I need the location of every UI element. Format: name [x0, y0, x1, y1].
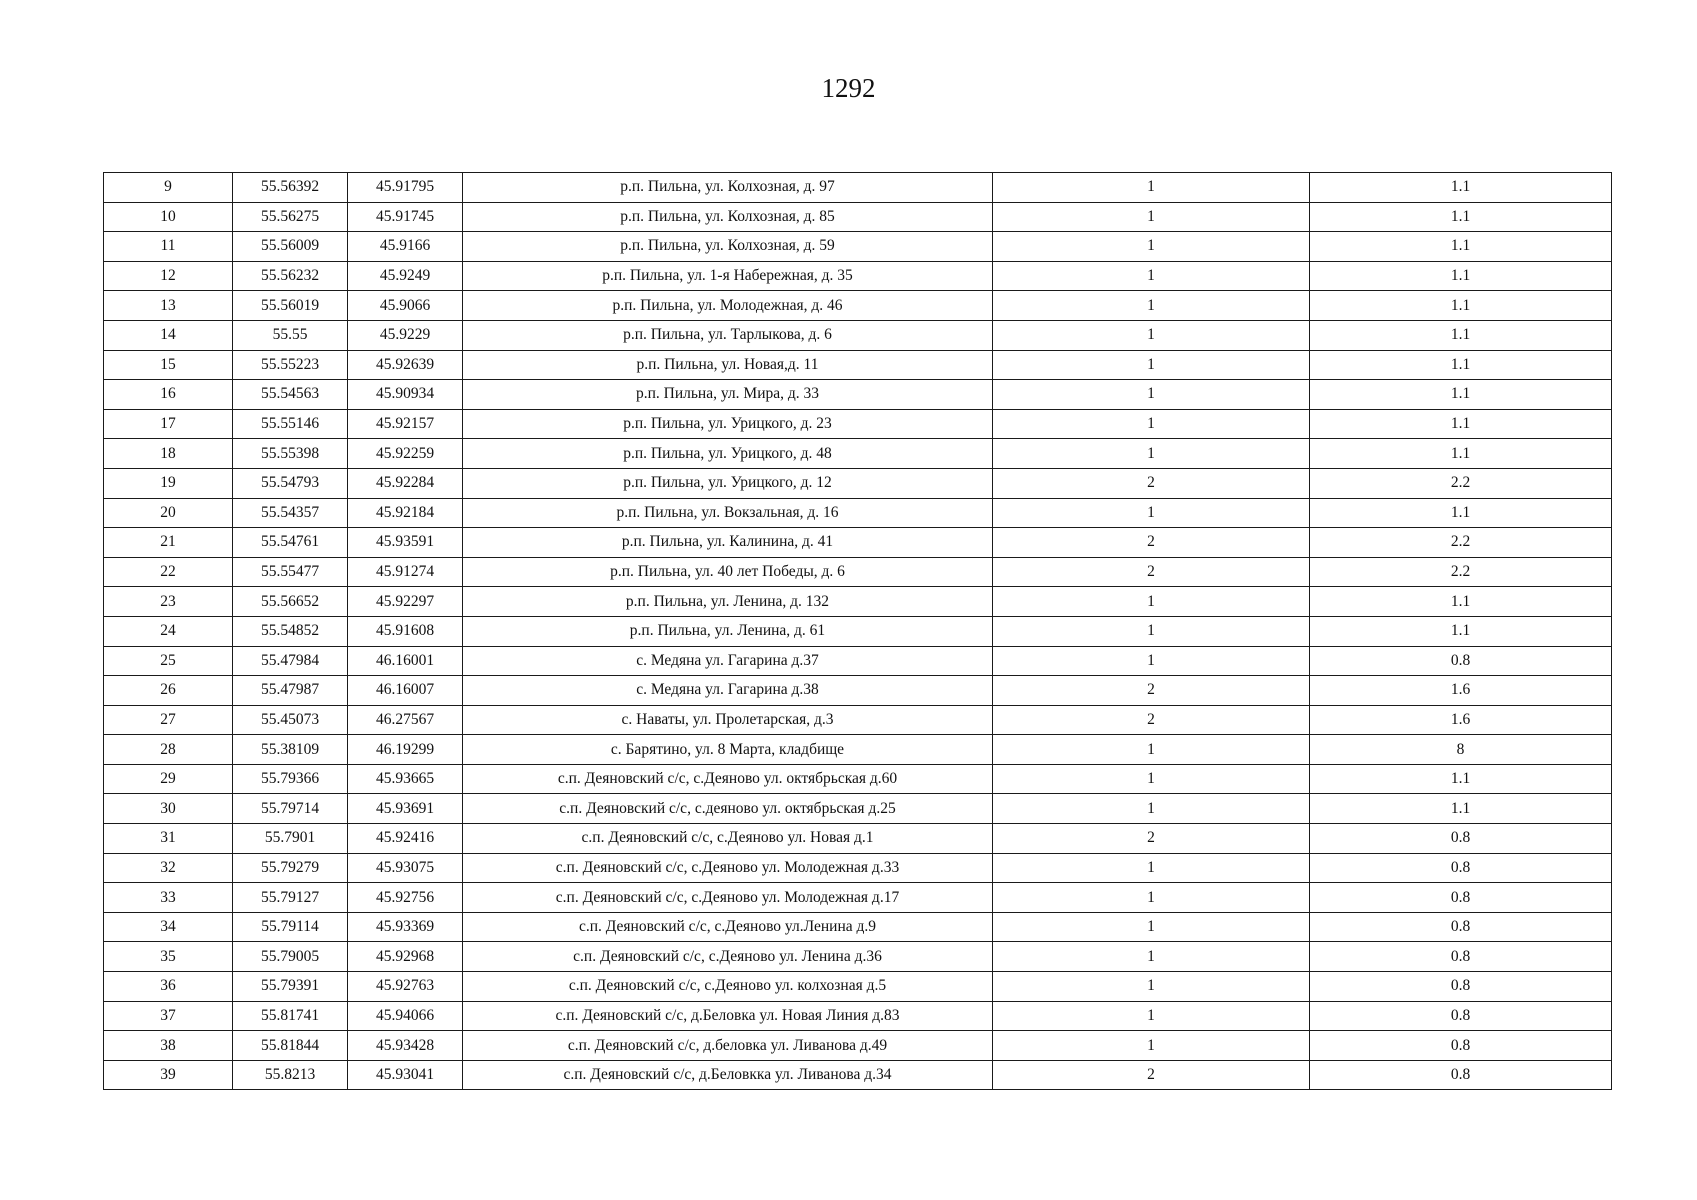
quantity-cell: 1: [993, 173, 1310, 203]
table-row: [104, 261, 1612, 291]
latitude-cell: 55.79005: [233, 942, 348, 972]
volume-cell: 0.8: [1310, 1060, 1612, 1090]
address-cell: р.п. Пильна, ул. 40 лет Победы, д. 6: [463, 557, 993, 587]
address-cell: р.п. Пильна, ул. Тарлыкова, д. 6: [463, 320, 993, 350]
longitude-cell: 45.92184: [348, 498, 463, 528]
volume-cell: 0.8: [1310, 853, 1612, 883]
longitude-cell: 45.92968: [348, 942, 463, 972]
address-cell: р.п. Пильна, ул. Новая,д. 11: [463, 350, 993, 380]
latitude-cell: 55.56275: [233, 202, 348, 232]
longitude-cell: 45.92763: [348, 972, 463, 1002]
quantity-cell: 1: [993, 764, 1310, 794]
latitude-cell: 55.79279: [233, 853, 348, 883]
row-number-cell: 18: [104, 439, 233, 469]
row-number-cell: 31: [104, 824, 233, 854]
table-row: [104, 646, 1612, 676]
table-row: [104, 528, 1612, 558]
table-row: [104, 468, 1612, 498]
quantity-cell: 1: [993, 1001, 1310, 1031]
longitude-cell: 45.9249: [348, 261, 463, 291]
address-cell: р.п. Пильна, ул. Урицкого, д. 48: [463, 439, 993, 469]
row-number-cell: 12: [104, 261, 233, 291]
quantity-cell: 1: [993, 291, 1310, 321]
longitude-cell: 45.92259: [348, 439, 463, 469]
row-number-cell: 10: [104, 202, 233, 232]
table-row: [104, 409, 1612, 439]
quantity-cell: 2: [993, 557, 1310, 587]
longitude-cell: 45.91745: [348, 202, 463, 232]
volume-cell: 1.1: [1310, 291, 1612, 321]
table-row: [104, 853, 1612, 883]
longitude-cell: 46.19299: [348, 735, 463, 765]
longitude-cell: 45.93591: [348, 528, 463, 558]
table-row: [104, 173, 1612, 203]
quantity-cell: 2: [993, 824, 1310, 854]
row-number-cell: 30: [104, 794, 233, 824]
latitude-cell: 55.55477: [233, 557, 348, 587]
longitude-cell: 45.93665: [348, 764, 463, 794]
table-row: [104, 705, 1612, 735]
latitude-cell: 55.79391: [233, 972, 348, 1002]
latitude-cell: 55.56019: [233, 291, 348, 321]
volume-cell: 1.1: [1310, 173, 1612, 203]
volume-cell: 1.1: [1310, 794, 1612, 824]
row-number-cell: 26: [104, 676, 233, 706]
longitude-cell: 45.9229: [348, 320, 463, 350]
address-cell: р.п. Пильна, ул. Ленина, д. 61: [463, 616, 993, 646]
latitude-cell: 55.55223: [233, 350, 348, 380]
row-number-cell: 29: [104, 764, 233, 794]
longitude-cell: 45.93691: [348, 794, 463, 824]
volume-cell: 0.8: [1310, 942, 1612, 972]
row-number-cell: 9: [104, 173, 233, 203]
row-number-cell: 24: [104, 616, 233, 646]
latitude-cell: 55.47984: [233, 646, 348, 676]
latitude-cell: 55.56232: [233, 261, 348, 291]
volume-cell: 1.6: [1310, 676, 1612, 706]
volume-cell: 1.1: [1310, 261, 1612, 291]
table-row: [104, 587, 1612, 617]
longitude-cell: 45.92157: [348, 409, 463, 439]
latitude-cell: 55.81844: [233, 1031, 348, 1061]
volume-cell: 1.1: [1310, 202, 1612, 232]
address-cell: р.п. Пильна, ул. Колхозная, д. 59: [463, 232, 993, 262]
quantity-cell: 2: [993, 705, 1310, 735]
row-number-cell: 20: [104, 498, 233, 528]
table-row: [104, 380, 1612, 410]
latitude-cell: 55.79114: [233, 912, 348, 942]
quantity-cell: 1: [993, 320, 1310, 350]
address-cell: с.п. Деяновский с/с, с.деяново ул. октябрьская д.25: [463, 794, 993, 824]
table-row: [104, 616, 1612, 646]
address-cell: с.п. Деяновский с/с, с.Деяново ул. Новая д.1: [463, 824, 993, 854]
quantity-cell: 1: [993, 912, 1310, 942]
quantity-cell: 1: [993, 587, 1310, 617]
address-cell: р.п. Пильна, ул. Колхозная, д. 85: [463, 202, 993, 232]
table-row: [104, 1031, 1612, 1061]
volume-cell: 0.8: [1310, 1001, 1612, 1031]
table-row: [104, 972, 1612, 1002]
address-cell: с. Медяна ул. Гагарина д.38: [463, 676, 993, 706]
address-cell: р.п. Пильна, ул. 1-я Набережная, д. 35: [463, 261, 993, 291]
longitude-cell: 45.92284: [348, 468, 463, 498]
quantity-cell: 1: [993, 350, 1310, 380]
latitude-cell: 55.47987: [233, 676, 348, 706]
row-number-cell: 16: [104, 380, 233, 410]
volume-cell: 1.6: [1310, 705, 1612, 735]
table-body: [104, 173, 1612, 1090]
address-cell: р.п. Пильна, ул. Молодежная, д. 46: [463, 291, 993, 321]
quantity-cell: 1: [993, 616, 1310, 646]
volume-cell: 2.2: [1310, 468, 1612, 498]
volume-cell: 1.1: [1310, 498, 1612, 528]
table-row: [104, 498, 1612, 528]
volume-cell: 1.1: [1310, 320, 1612, 350]
quantity-cell: 1: [993, 972, 1310, 1002]
latitude-cell: 55.8213: [233, 1060, 348, 1090]
row-number-cell: 34: [104, 912, 233, 942]
address-cell: с.п. Деяновский с/с, с.Деяново ул. октябрьская д.60: [463, 764, 993, 794]
quantity-cell: 2: [993, 468, 1310, 498]
longitude-cell: 45.92297: [348, 587, 463, 617]
address-cell: с.п. Деяновский с/с, с.Деяново ул.Ленина д.9: [463, 912, 993, 942]
longitude-cell: 45.92416: [348, 824, 463, 854]
address-cell: с.п. Деяновский с/с, с.Деяново ул. колхозная д.5: [463, 972, 993, 1002]
row-number-cell: 15: [104, 350, 233, 380]
longitude-cell: 45.94066: [348, 1001, 463, 1031]
page-number: 1292: [821, 73, 876, 103]
address-cell: р.п. Пильна, ул. Калинина, д. 41: [463, 528, 993, 558]
longitude-cell: 45.93075: [348, 853, 463, 883]
quantity-cell: 1: [993, 232, 1310, 262]
volume-cell: 0.8: [1310, 912, 1612, 942]
longitude-cell: 45.91795: [348, 173, 463, 203]
address-cell: р.п. Пильна, ул. Вокзальная, д. 16: [463, 498, 993, 528]
table-row: [104, 350, 1612, 380]
longitude-cell: 45.90934: [348, 380, 463, 410]
row-number-cell: 11: [104, 232, 233, 262]
table-row: [104, 735, 1612, 765]
volume-cell: 1.1: [1310, 409, 1612, 439]
table-row: [104, 1001, 1612, 1031]
volume-cell: 1.1: [1310, 616, 1612, 646]
longitude-cell: 45.9166: [348, 232, 463, 262]
longitude-cell: 45.93428: [348, 1031, 463, 1061]
row-number-cell: 22: [104, 557, 233, 587]
table-row: [104, 912, 1612, 942]
row-number-cell: 21: [104, 528, 233, 558]
row-number-cell: 38: [104, 1031, 233, 1061]
longitude-cell: 45.91608: [348, 616, 463, 646]
address-cell: с.п. Деяновский с/с, д.Беловка ул. Новая Линия д.83: [463, 1001, 993, 1031]
table-row: [104, 764, 1612, 794]
latitude-cell: 55.79366: [233, 764, 348, 794]
table-row: [104, 1060, 1612, 1090]
quantity-cell: 1: [993, 261, 1310, 291]
latitude-cell: 55.38109: [233, 735, 348, 765]
address-cell: р.п. Пильна, ул. Урицкого, д. 23: [463, 409, 993, 439]
address-cell: р.п. Пильна, ул. Урицкого, д. 12: [463, 468, 993, 498]
quantity-cell: 1: [993, 498, 1310, 528]
volume-cell: 8: [1310, 735, 1612, 765]
table-row: [104, 320, 1612, 350]
latitude-cell: 55.54852: [233, 616, 348, 646]
volume-cell: 1.1: [1310, 380, 1612, 410]
volume-cell: 1.1: [1310, 587, 1612, 617]
table-row: [104, 883, 1612, 913]
row-number-cell: 28: [104, 735, 233, 765]
address-cell: с.п. Деяновский с/с, с.Деяново ул. Молодежная д.33: [463, 853, 993, 883]
longitude-cell: 45.93369: [348, 912, 463, 942]
table-row: [104, 557, 1612, 587]
quantity-cell: 2: [993, 676, 1310, 706]
address-cell: р.п. Пильна, ул. Ленина, д. 132: [463, 587, 993, 617]
address-cell: с.п. Деяновский с/с, д.беловка ул. Ливанова д.49: [463, 1031, 993, 1061]
latitude-cell: 55.56009: [233, 232, 348, 262]
volume-cell: 0.8: [1310, 1031, 1612, 1061]
table-row: [104, 942, 1612, 972]
volume-cell: 0.8: [1310, 972, 1612, 1002]
longitude-cell: 45.92756: [348, 883, 463, 913]
quantity-cell: 2: [993, 1060, 1310, 1090]
address-cell: с.п. Деяновский с/с, д.Беловкка ул. Ливанова д.34: [463, 1060, 993, 1090]
volume-cell: 0.8: [1310, 646, 1612, 676]
latitude-cell: 55.81741: [233, 1001, 348, 1031]
address-cell: р.п. Пильна, ул. Мира, д. 33: [463, 380, 993, 410]
latitude-cell: 55.79127: [233, 883, 348, 913]
row-number-cell: 13: [104, 291, 233, 321]
table-row: [104, 202, 1612, 232]
address-cell: с.п. Деяновский с/с, с.Деяново ул. Молодежная д.17: [463, 883, 993, 913]
table-row: [104, 439, 1612, 469]
quantity-cell: 1: [993, 439, 1310, 469]
latitude-cell: 55.56392: [233, 173, 348, 203]
row-number-cell: 25: [104, 646, 233, 676]
latitude-cell: 55.54563: [233, 380, 348, 410]
volume-cell: 0.8: [1310, 824, 1612, 854]
address-cell: р.п. Пильна, ул. Колхозная, д. 97: [463, 173, 993, 203]
row-number-cell: 33: [104, 883, 233, 913]
table-row: [104, 676, 1612, 706]
quantity-cell: 1: [993, 883, 1310, 913]
quantity-cell: 1: [993, 646, 1310, 676]
row-number-cell: 36: [104, 972, 233, 1002]
longitude-cell: 45.91274: [348, 557, 463, 587]
address-cell: с. Наваты, ул. Пролетарская, д.3: [463, 705, 993, 735]
quantity-cell: 1: [993, 380, 1310, 410]
latitude-cell: 55.55: [233, 320, 348, 350]
address-cell: с. Медяна ул. Гагарина д.37: [463, 646, 993, 676]
longitude-cell: 46.16001: [348, 646, 463, 676]
row-number-cell: 14: [104, 320, 233, 350]
quantity-cell: 1: [993, 1031, 1310, 1061]
latitude-cell: 55.79714: [233, 794, 348, 824]
volume-cell: 2.2: [1310, 557, 1612, 587]
latitude-cell: 55.55146: [233, 409, 348, 439]
quantity-cell: 1: [993, 853, 1310, 883]
quantity-cell: 1: [993, 794, 1310, 824]
data-table: [103, 172, 1612, 1090]
table-row: [104, 291, 1612, 321]
row-number-cell: 39: [104, 1060, 233, 1090]
volume-cell: 1.1: [1310, 232, 1612, 262]
address-cell: с. Барятино, ул. 8 Марта, кладбище: [463, 735, 993, 765]
row-number-cell: 23: [104, 587, 233, 617]
latitude-cell: 55.54793: [233, 468, 348, 498]
volume-cell: 2.2: [1310, 528, 1612, 558]
row-number-cell: 17: [104, 409, 233, 439]
quantity-cell: 1: [993, 202, 1310, 232]
volume-cell: 1.1: [1310, 350, 1612, 380]
quantity-cell: 1: [993, 942, 1310, 972]
volume-cell: 0.8: [1310, 883, 1612, 913]
longitude-cell: 45.9066: [348, 291, 463, 321]
volume-cell: 1.1: [1310, 764, 1612, 794]
longitude-cell: 45.92639: [348, 350, 463, 380]
row-number-cell: 19: [104, 468, 233, 498]
table-row: [104, 794, 1612, 824]
latitude-cell: 55.55398: [233, 439, 348, 469]
row-number-cell: 27: [104, 705, 233, 735]
row-number-cell: 35: [104, 942, 233, 972]
longitude-cell: 46.27567: [348, 705, 463, 735]
quantity-cell: 1: [993, 409, 1310, 439]
volume-cell: 1.1: [1310, 439, 1612, 469]
quantity-cell: 2: [993, 528, 1310, 558]
address-cell: с.п. Деяновский с/с, с.Деяново ул. Ленина д.36: [463, 942, 993, 972]
table-row: [104, 232, 1612, 262]
latitude-cell: 55.45073: [233, 705, 348, 735]
latitude-cell: 55.54761: [233, 528, 348, 558]
latitude-cell: 55.7901: [233, 824, 348, 854]
latitude-cell: 55.56652: [233, 587, 348, 617]
latitude-cell: 55.54357: [233, 498, 348, 528]
quantity-cell: 1: [993, 735, 1310, 765]
longitude-cell: 46.16007: [348, 676, 463, 706]
table-row: [104, 824, 1612, 854]
row-number-cell: 32: [104, 853, 233, 883]
longitude-cell: 45.93041: [348, 1060, 463, 1090]
row-number-cell: 37: [104, 1001, 233, 1031]
